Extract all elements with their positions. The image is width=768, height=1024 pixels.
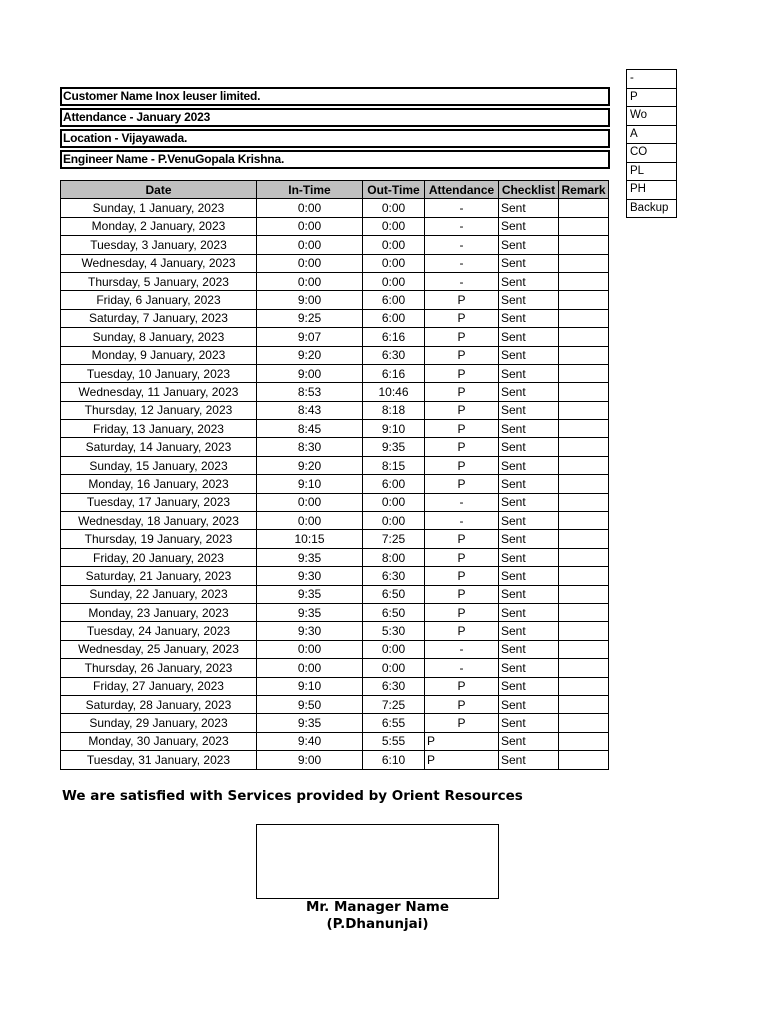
in-time-cell: 9:40 <box>257 732 363 750</box>
remark-cell <box>559 291 609 309</box>
checklist-cell: Sent <box>499 659 559 677</box>
table-row <box>61 493 609 511</box>
attendance-cell: P <box>425 751 499 769</box>
table-row <box>61 585 609 603</box>
in-time-cell: 9:30 <box>257 622 363 640</box>
in-time-cell: 9:00 <box>257 364 363 382</box>
attendance-cell: P <box>425 622 499 640</box>
attendance-cell: P <box>425 456 499 474</box>
checklist-cell: Sent <box>499 640 559 658</box>
table-row <box>61 401 609 419</box>
date-cell: Monday, 16 January, 2023 <box>61 475 257 493</box>
in-time-cell: 0:00 <box>257 493 363 511</box>
col-header-checklist: Checklist <box>499 181 559 199</box>
attendance-cell: P <box>425 585 499 603</box>
checklist-cell: Sent <box>499 272 559 290</box>
attendance-cell: - <box>425 493 499 511</box>
in-time-cell: 9:07 <box>257 328 363 346</box>
engineer-name: Engineer Name - P.VenuGopala Krishna. <box>60 150 610 169</box>
remark-cell <box>559 640 609 658</box>
legend-code: PL <box>627 162 677 181</box>
checklist-cell: Sent <box>499 603 559 621</box>
checklist-cell: Sent <box>499 475 559 493</box>
table-row <box>61 475 609 493</box>
remark-cell <box>559 438 609 456</box>
remark-cell <box>559 530 609 548</box>
in-time-cell: 9:20 <box>257 456 363 474</box>
date-cell: Tuesday, 31 January, 2023 <box>61 751 257 769</box>
attendance-cell: - <box>425 272 499 290</box>
table-row <box>61 236 609 254</box>
remark-cell <box>559 677 609 695</box>
checklist-cell: Sent <box>499 199 559 217</box>
in-time-cell: 9:35 <box>257 714 363 732</box>
table-row <box>61 346 609 364</box>
out-time-cell: 6:30 <box>363 677 425 695</box>
in-time-cell: 0:00 <box>257 254 363 272</box>
checklist-cell: Sent <box>499 493 559 511</box>
in-time-cell: 0:00 <box>257 272 363 290</box>
table-row <box>61 567 609 585</box>
in-time-cell: 8:53 <box>257 383 363 401</box>
col-header-attendance: Attendance <box>425 181 499 199</box>
out-time-cell: 0:00 <box>363 493 425 511</box>
checklist-cell: Sent <box>499 383 559 401</box>
date-cell: Saturday, 21 January, 2023 <box>61 567 257 585</box>
out-time-cell: 0:00 <box>363 199 425 217</box>
remark-cell <box>559 401 609 419</box>
in-time-cell: 10:15 <box>257 530 363 548</box>
remark-cell <box>559 346 609 364</box>
remark-cell <box>559 732 609 750</box>
attendance-cell: P <box>425 603 499 621</box>
attendance-cell: - <box>425 640 499 658</box>
in-time-cell: 9:00 <box>257 751 363 769</box>
col-header-in-time: In-Time <box>257 181 363 199</box>
table-row <box>61 695 609 713</box>
in-time-cell: 0:00 <box>257 640 363 658</box>
checklist-cell: Sent <box>499 548 559 566</box>
table-row <box>61 640 609 658</box>
checklist-cell: Sent <box>499 420 559 438</box>
table-row <box>61 512 609 530</box>
attendance-month: Attendance - January 2023 <box>60 108 610 127</box>
satisfaction-statement: We are satisfied with Services provided by Orient Resources <box>62 788 523 804</box>
attendance-cell: P <box>425 732 499 750</box>
legend-table <box>626 69 677 218</box>
checklist-cell: Sent <box>499 364 559 382</box>
out-time-cell: 6:16 <box>363 364 425 382</box>
attendance-cell: - <box>425 199 499 217</box>
col-header-out-time: Out-Time <box>363 181 425 199</box>
date-cell: Wednesday, 18 January, 2023 <box>61 512 257 530</box>
out-time-cell: 6:00 <box>363 475 425 493</box>
in-time-cell: 8:43 <box>257 401 363 419</box>
legend-row <box>627 181 677 200</box>
date-cell: Saturday, 7 January, 2023 <box>61 309 257 327</box>
table-row <box>61 364 609 382</box>
table-row <box>61 530 609 548</box>
out-time-cell: 6:50 <box>363 585 425 603</box>
attendance-cell: P <box>425 548 499 566</box>
attendance-cell: P <box>425 346 499 364</box>
attendance-cell: - <box>425 254 499 272</box>
remark-cell <box>559 585 609 603</box>
attendance-cell: P <box>425 530 499 548</box>
checklist-cell: Sent <box>499 456 559 474</box>
date-cell: Sunday, 29 January, 2023 <box>61 714 257 732</box>
attendance-cell: P <box>425 291 499 309</box>
in-time-cell: 0:00 <box>257 512 363 530</box>
attendance-cell: P <box>425 420 499 438</box>
col-header-date: Date <box>61 181 257 199</box>
legend-row <box>627 70 677 89</box>
attendance-cell: P <box>425 328 499 346</box>
checklist-cell: Sent <box>499 530 559 548</box>
out-time-cell: 10:46 <box>363 383 425 401</box>
table-row <box>61 456 609 474</box>
out-time-cell: 8:15 <box>363 456 425 474</box>
remark-cell <box>559 475 609 493</box>
table-row <box>61 420 609 438</box>
table-row <box>61 603 609 621</box>
out-time-cell: 0:00 <box>363 254 425 272</box>
checklist-cell: Sent <box>499 677 559 695</box>
in-time-cell: 9:10 <box>257 475 363 493</box>
location: Location - Vijayawada. <box>60 129 610 148</box>
checklist-cell: Sent <box>499 291 559 309</box>
date-cell: Wednesday, 11 January, 2023 <box>61 383 257 401</box>
out-time-cell: 6:30 <box>363 567 425 585</box>
out-time-cell: 8:00 <box>363 548 425 566</box>
date-cell: Friday, 27 January, 2023 <box>61 677 257 695</box>
remark-cell <box>559 603 609 621</box>
out-time-cell: 6:10 <box>363 751 425 769</box>
manager-block <box>256 899 499 933</box>
remark-cell <box>559 328 609 346</box>
remark-cell <box>559 714 609 732</box>
remark-cell <box>559 420 609 438</box>
in-time-cell: 9:00 <box>257 291 363 309</box>
out-time-cell: 5:55 <box>363 732 425 750</box>
out-time-cell: 8:18 <box>363 401 425 419</box>
in-time-cell: 9:50 <box>257 695 363 713</box>
attendance-cell: P <box>425 309 499 327</box>
out-time-cell: 6:30 <box>363 346 425 364</box>
manager-title: Mr. Manager Name <box>305 899 450 915</box>
in-time-cell: 9:35 <box>257 585 363 603</box>
checklist-cell: Sent <box>499 567 559 585</box>
date-cell: Sunday, 22 January, 2023 <box>61 585 257 603</box>
remark-cell <box>559 309 609 327</box>
remark-cell <box>559 272 609 290</box>
out-time-cell: 0:00 <box>363 512 425 530</box>
remark-cell <box>559 512 609 530</box>
legend-code: - <box>627 70 677 89</box>
table-row <box>61 751 609 769</box>
remark-cell <box>559 364 609 382</box>
in-time-cell: 0:00 <box>257 659 363 677</box>
table-row <box>61 438 609 456</box>
out-time-cell: 0:00 <box>363 640 425 658</box>
in-time-cell: 9:20 <box>257 346 363 364</box>
checklist-cell: Sent <box>499 254 559 272</box>
checklist-cell: Sent <box>499 328 559 346</box>
in-time-cell: 0:00 <box>257 236 363 254</box>
checklist-cell: Sent <box>499 585 559 603</box>
attendance-cell: P <box>425 677 499 695</box>
attendance-cell: P <box>425 714 499 732</box>
date-cell: Monday, 9 January, 2023 <box>61 346 257 364</box>
date-cell: Wednesday, 25 January, 2023 <box>61 640 257 658</box>
checklist-cell: Sent <box>499 236 559 254</box>
remark-cell <box>559 383 609 401</box>
checklist-cell: Sent <box>499 309 559 327</box>
date-cell: Monday, 23 January, 2023 <box>61 603 257 621</box>
date-cell: Saturday, 14 January, 2023 <box>61 438 257 456</box>
out-time-cell: 7:25 <box>363 530 425 548</box>
date-cell: Monday, 2 January, 2023 <box>61 217 257 235</box>
attendance-cell: P <box>425 475 499 493</box>
out-time-cell: 0:00 <box>363 272 425 290</box>
legend-code: Wo <box>627 107 677 126</box>
legend-code: A <box>627 125 677 144</box>
legend-code: CO <box>627 144 677 163</box>
checklist-cell: Sent <box>499 346 559 364</box>
customer-name: Customer Name Inox leuser limited. <box>60 87 610 106</box>
table-row <box>61 272 609 290</box>
attendance-cell: P <box>425 401 499 419</box>
legend-row <box>627 125 677 144</box>
legend-code: Backup <box>627 199 677 218</box>
legend-row <box>627 88 677 107</box>
out-time-cell: 9:10 <box>363 420 425 438</box>
legend-row <box>627 107 677 126</box>
out-time-cell: 7:25 <box>363 695 425 713</box>
date-cell: Sunday, 8 January, 2023 <box>61 328 257 346</box>
checklist-cell: Sent <box>499 695 559 713</box>
out-time-cell: 0:00 <box>363 217 425 235</box>
out-time-cell: 6:16 <box>363 328 425 346</box>
remark-cell <box>559 695 609 713</box>
manager-name: (P.Dhanunjai) <box>326 916 429 932</box>
remark-cell <box>559 659 609 677</box>
checklist-cell: Sent <box>499 732 559 750</box>
checklist-cell: Sent <box>499 217 559 235</box>
table-row <box>61 328 609 346</box>
checklist-cell: Sent <box>499 622 559 640</box>
remark-cell <box>559 493 609 511</box>
in-time-cell: 9:10 <box>257 677 363 695</box>
attendance-cell: P <box>425 695 499 713</box>
date-cell: Tuesday, 24 January, 2023 <box>61 622 257 640</box>
attendance-cell: P <box>425 438 499 456</box>
remark-cell <box>559 217 609 235</box>
remark-cell <box>559 548 609 566</box>
table-row <box>61 217 609 235</box>
legend-row <box>627 162 677 181</box>
legend-row <box>627 144 677 163</box>
remark-cell <box>559 622 609 640</box>
in-time-cell: 0:00 <box>257 199 363 217</box>
checklist-cell: Sent <box>499 714 559 732</box>
attendance-table <box>60 180 609 770</box>
table-row <box>61 622 609 640</box>
remark-cell <box>559 236 609 254</box>
date-cell: Friday, 13 January, 2023 <box>61 420 257 438</box>
date-cell: Sunday, 15 January, 2023 <box>61 456 257 474</box>
date-cell: Thursday, 5 January, 2023 <box>61 272 257 290</box>
out-time-cell: 6:00 <box>363 309 425 327</box>
remark-cell <box>559 254 609 272</box>
in-time-cell: 8:30 <box>257 438 363 456</box>
attendance-cell: P <box>425 383 499 401</box>
remark-cell <box>559 567 609 585</box>
in-time-cell: 8:45 <box>257 420 363 438</box>
attendance-cell: P <box>425 567 499 585</box>
date-cell: Friday, 6 January, 2023 <box>61 291 257 309</box>
date-cell: Thursday, 26 January, 2023 <box>61 659 257 677</box>
out-time-cell: 9:35 <box>363 438 425 456</box>
in-time-cell: 9:35 <box>257 548 363 566</box>
date-cell: Friday, 20 January, 2023 <box>61 548 257 566</box>
attendance-cell: P <box>425 364 499 382</box>
table-row <box>61 254 609 272</box>
date-cell: Thursday, 12 January, 2023 <box>61 401 257 419</box>
legend-code: P <box>627 88 677 107</box>
date-cell: Thursday, 19 January, 2023 <box>61 530 257 548</box>
date-cell: Wednesday, 4 January, 2023 <box>61 254 257 272</box>
attendance-cell: - <box>425 236 499 254</box>
checklist-cell: Sent <box>499 401 559 419</box>
date-cell: Saturday, 28 January, 2023 <box>61 695 257 713</box>
remark-cell <box>559 751 609 769</box>
in-time-cell: 9:30 <box>257 567 363 585</box>
date-cell: Tuesday, 10 January, 2023 <box>61 364 257 382</box>
table-row <box>61 199 609 217</box>
out-time-cell: 6:50 <box>363 603 425 621</box>
legend-code: PH <box>627 181 677 200</box>
out-time-cell: 0:00 <box>363 236 425 254</box>
remark-cell <box>559 456 609 474</box>
table-row <box>61 659 609 677</box>
table-row <box>61 677 609 695</box>
checklist-cell: Sent <box>499 438 559 456</box>
table-row <box>61 291 609 309</box>
header-info-box <box>60 87 610 169</box>
out-time-cell: 6:55 <box>363 714 425 732</box>
in-time-cell: 9:25 <box>257 309 363 327</box>
attendance-cell: - <box>425 659 499 677</box>
attendance-cell: - <box>425 217 499 235</box>
table-row <box>61 732 609 750</box>
date-cell: Sunday, 1 January, 2023 <box>61 199 257 217</box>
out-time-cell: 5:30 <box>363 622 425 640</box>
legend-row <box>627 199 677 218</box>
checklist-cell: Sent <box>499 512 559 530</box>
table-row <box>61 383 609 401</box>
date-cell: Tuesday, 17 January, 2023 <box>61 493 257 511</box>
checklist-cell: Sent <box>499 751 559 769</box>
signature-box <box>256 824 499 899</box>
table-row <box>61 714 609 732</box>
attendance-cell: - <box>425 512 499 530</box>
out-time-cell: 0:00 <box>363 659 425 677</box>
table-row <box>61 309 609 327</box>
table-header-row <box>61 181 609 199</box>
in-time-cell: 0:00 <box>257 217 363 235</box>
out-time-cell: 6:00 <box>363 291 425 309</box>
table-row <box>61 548 609 566</box>
date-cell: Monday, 30 January, 2023 <box>61 732 257 750</box>
remark-cell <box>559 199 609 217</box>
col-header-remark: Remark <box>559 181 609 199</box>
date-cell: Tuesday, 3 January, 2023 <box>61 236 257 254</box>
in-time-cell: 9:35 <box>257 603 363 621</box>
